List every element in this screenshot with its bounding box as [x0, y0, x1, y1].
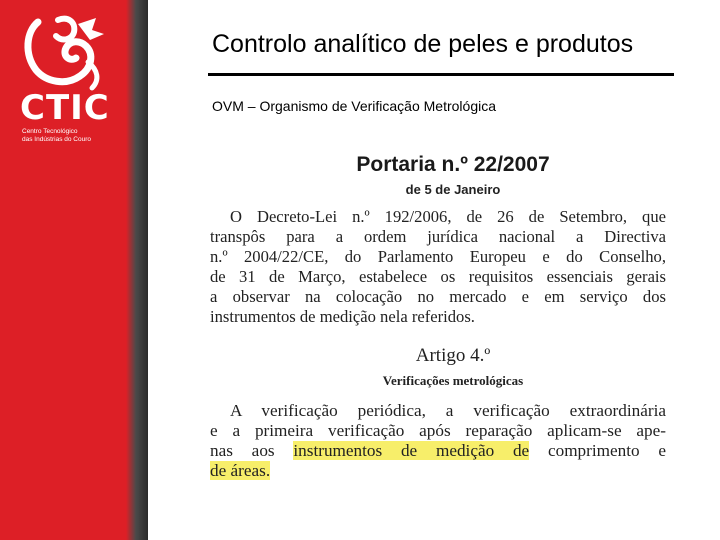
document-paragraph-2 — [210, 401, 666, 481]
paragraph-line: A verificação periódica, a verificação extraordinária — [230, 401, 666, 420]
logo-subtitle — [22, 128, 132, 144]
ctic-logo-icon — [18, 14, 110, 92]
logo-subtitle-line1: Centro Tecnológico — [22, 128, 78, 135]
logo-wordmark: CTIC — [20, 88, 110, 128]
paragraph-line: n.º 2004/22/CE, do Parlamento Europeu e do Conselho, — [210, 247, 666, 266]
paragraph-line: transpôs para a ordem jurídica nacional a Directiva — [210, 227, 666, 246]
highlighted-text: de áreas. — [210, 461, 271, 480]
text-segment: comprimento e — [547, 441, 667, 460]
slide-subtitle: OVM – Organismo de Verificação Metrológica — [212, 98, 497, 114]
document-paragraph-1 — [210, 207, 666, 327]
slide-title: Controlo analítico de peles e produtos — [212, 30, 634, 58]
title-divider — [208, 73, 674, 76]
paragraph-line: instrumentos de medição nela referidos. — [210, 307, 475, 326]
paragraph-line: O Decreto-Lei n.º 192/2006, de 26 de Setembro, que — [230, 207, 666, 226]
paragraph-line — [210, 441, 666, 461]
logo-subtitle-line2: das Indústrias do Couro — [22, 136, 92, 143]
paragraph-line: e a primeira verificação após reparação aplicam-se ape- — [210, 421, 666, 440]
paragraph-line: a observar na colocação no mercado e em serviço dos — [210, 287, 666, 306]
text-segment: nas aos — [210, 441, 275, 460]
paragraph-line: de 31 de Março, estabelece os requisitos essenciais gerais — [210, 267, 666, 286]
document-excerpt — [210, 152, 666, 497]
sidebar-divider — [126, 0, 148, 540]
paragraph-line — [210, 461, 666, 481]
article-title: Verificações metrológicas — [382, 373, 524, 388]
article-number: Artigo 4.º — [415, 345, 491, 366]
document-date: de 5 de Janeiro — [405, 182, 501, 197]
document-heading: Portaria n.º 22/2007 — [356, 153, 550, 176]
highlighted-text: instrumentos de medição de — [293, 441, 530, 460]
